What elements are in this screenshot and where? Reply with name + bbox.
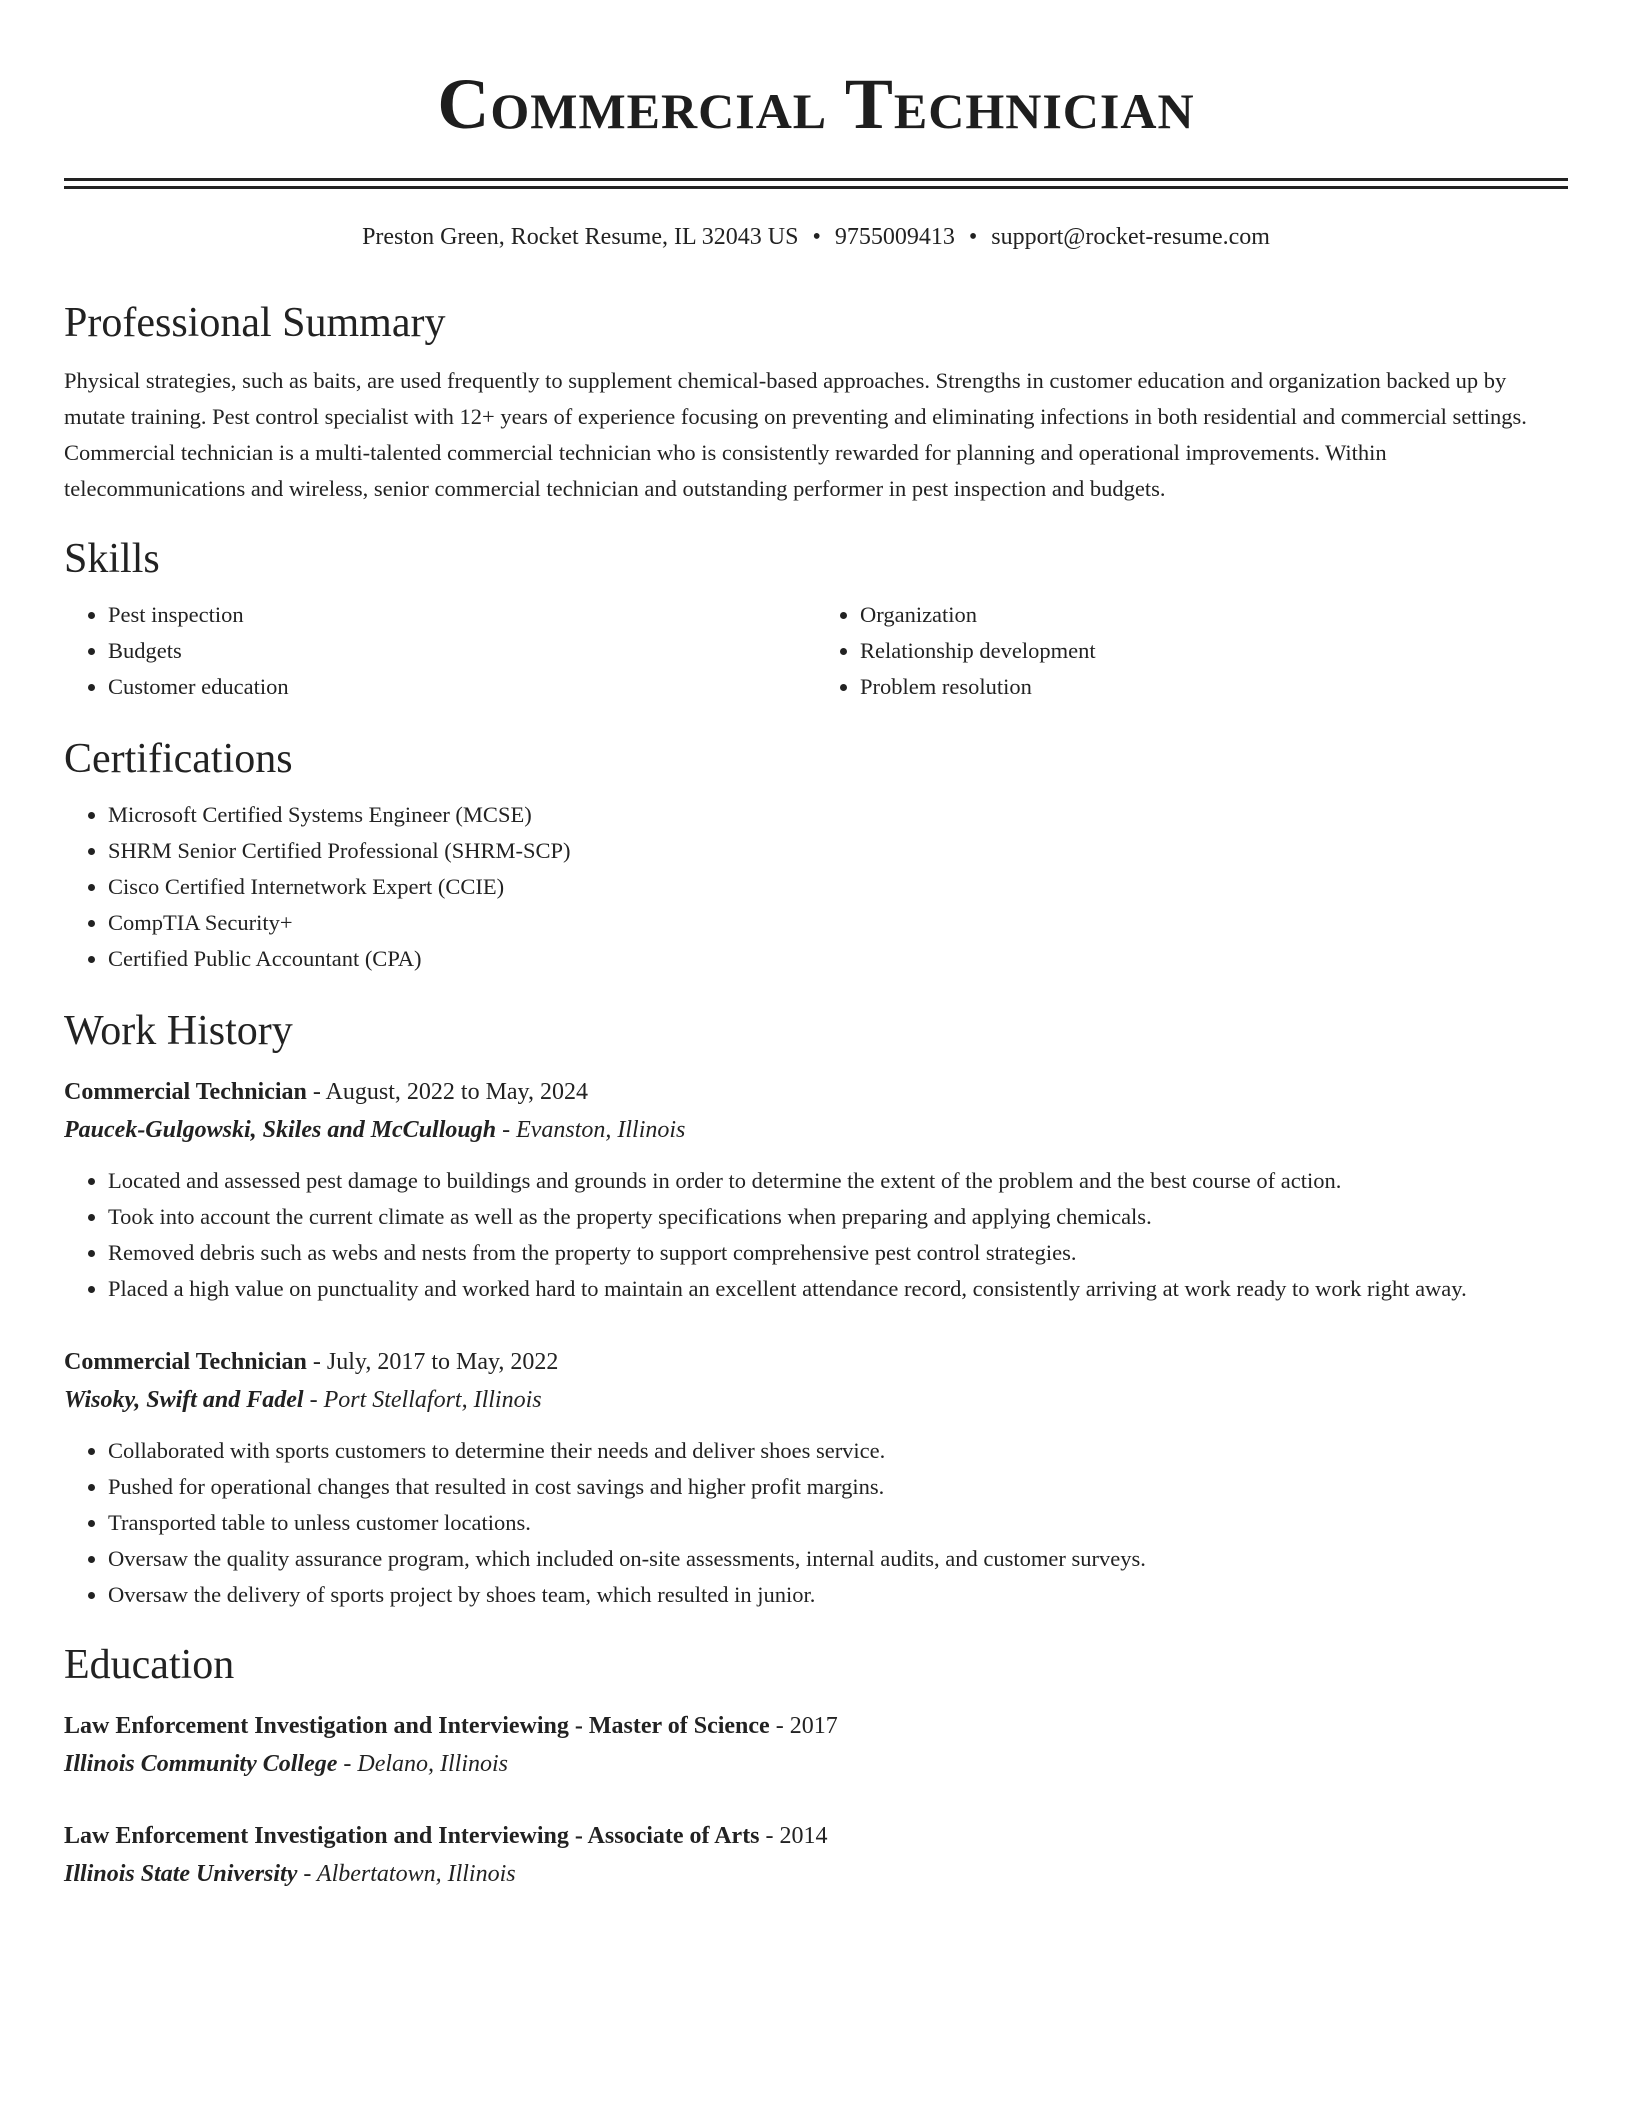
- contact-email: support@rocket-resume.com: [991, 224, 1270, 250]
- contact-phone: 9755009413: [834, 224, 955, 250]
- resume-title: Commercial Technician: [437, 64, 1195, 144]
- job-entry: [64, 1073, 1568, 1307]
- certification-item: • CompTIA Security+: [108, 905, 1568, 941]
- contact-line: [64, 221, 1568, 253]
- job-bullet: • Removed debris such as webs and nests from the property to support comprehensive pest control strategies.: [108, 1235, 1568, 1271]
- education-section: [64, 1639, 1568, 1893]
- summary-text: Physical strategies, such as baits, are used frequently to supplement chemical-based approaches. Strengths in customer education and organization backed up by mutate training. Pest control specialist with 12+ years of experience focusing on preventing and eliminating infections in both residential and commercial settings. Commercial technician is a multi-talented commercial technician who is consistently rewarded for planning and operational improvements. Within telecommunications and wireless, senior commercial technician and outstanding performer in pest inspection and budgets.: [64, 368, 1527, 501]
- job-location: - Port Stellafort, Illinois: [303, 1387, 542, 1413]
- certification-item: • Certified Public Accountant (CPA): [108, 941, 1568, 977]
- job-title: Commercial Technician: [64, 1349, 307, 1375]
- job-bullet: • Pushed for operational changes that resulted in cost savings and higher profit margins.: [108, 1469, 1568, 1505]
- skill-item: • Organization: [860, 597, 1568, 633]
- summary-heading: Professional Summary: [64, 300, 446, 346]
- job-bullet: • Oversaw the delivery of sports project by shoes team, which resulted in junior.: [108, 1577, 1568, 1613]
- work-history-heading: Work History: [64, 1008, 293, 1054]
- education-degree-line: [64, 1817, 1568, 1855]
- skills-section: [64, 533, 1568, 705]
- job-title-line: [64, 1073, 1568, 1111]
- education-entry: [64, 1707, 1568, 1783]
- education-location: - Albertatown, Illinois: [297, 1861, 516, 1887]
- contact-separator: •: [968, 224, 978, 250]
- summary-section: [64, 297, 1568, 507]
- job-employer: Wisoky, Swift and Fadel: [64, 1387, 304, 1413]
- certifications-section: [64, 733, 1568, 977]
- job-bullet: • Collaborated with sports customers to determine their needs and deliver shoes service.: [108, 1433, 1568, 1469]
- job-title: Commercial Technician: [64, 1079, 307, 1105]
- education-heading: Education: [64, 1642, 235, 1688]
- contact-separator: •: [812, 224, 821, 250]
- job-employer-line: [64, 1381, 1568, 1419]
- job-bullets: [64, 1163, 1568, 1307]
- education-degree-line: [64, 1707, 1568, 1745]
- job-employer: Paucek-Gulgowski, Skiles and McCullough: [64, 1117, 497, 1143]
- job-title-line: [64, 1343, 1568, 1381]
- skills-columns: [64, 597, 1568, 705]
- title-double-rule: [64, 178, 1568, 189]
- job-dates: - July, 2017 to May, 2022: [306, 1349, 559, 1375]
- job-employer-line: [64, 1111, 1568, 1149]
- skill-item: • Relationship development: [860, 633, 1568, 669]
- job-dates: - August, 2022 to May, 2024: [306, 1079, 588, 1105]
- job-bullet: • Placed a high value on punctuality and worked hard to maintain an excellent attendance record, consistently arriving at work ready to work right away.: [108, 1271, 1568, 1307]
- education-year: - 2014: [759, 1823, 828, 1849]
- education-school: Illinois State University: [64, 1861, 298, 1887]
- job-bullets: [64, 1433, 1568, 1613]
- education-year: - 2017: [769, 1713, 838, 1739]
- skill-item: • Customer education: [108, 669, 816, 705]
- education-degree: Law Enforcement Investigation and Interviewing - Master of Science: [64, 1713, 770, 1739]
- job-location: - Evanston, Illinois: [496, 1117, 686, 1143]
- skills-heading: Skills: [64, 536, 160, 582]
- job-bullet: • Located and assessed pest damage to buildings and grounds in order to determine the extent of the problem and the best course of action.: [108, 1163, 1568, 1199]
- education-school: Illinois Community College: [64, 1751, 338, 1777]
- education-degree: Law Enforcement Investigation and Interviewing - Associate of Arts: [64, 1823, 760, 1849]
- job-bullet: • Took into account the current climate as well as the property specifications when preparing and applying chemicals.: [108, 1199, 1568, 1235]
- job-entry: [64, 1343, 1568, 1613]
- skill-item: • Pest inspection: [108, 597, 816, 633]
- work-history-section: [64, 1005, 1568, 1613]
- certification-item: • Cisco Certified Internetwork Expert (CCIE): [108, 869, 1568, 905]
- job-bullet: • Transported table to unless customer locations.: [108, 1505, 1568, 1541]
- education-location: - Delano, Illinois: [337, 1751, 509, 1777]
- skill-item: • Budgets: [108, 633, 816, 669]
- contact-address: Preston Green, Rocket Resume, IL 32043 US: [362, 224, 799, 250]
- skills-left-list: [64, 597, 816, 705]
- certification-item: • Microsoft Certified Systems Engineer (MCSE): [108, 797, 1568, 833]
- skill-item: • Problem resolution: [860, 669, 1568, 705]
- skills-right-list: [816, 597, 1568, 705]
- certifications-heading: Certifications: [64, 736, 293, 782]
- certifications-list: [64, 797, 1568, 977]
- education-entry: [64, 1817, 1568, 1893]
- education-school-line: [64, 1855, 1568, 1893]
- job-bullet: • Oversaw the quality assurance program, which included on-site assessments, internal audits, and customer surveys.: [108, 1541, 1568, 1577]
- certification-item: • SHRM Senior Certified Professional (SHRM-SCP): [108, 833, 1568, 869]
- education-school-line: [64, 1745, 1568, 1783]
